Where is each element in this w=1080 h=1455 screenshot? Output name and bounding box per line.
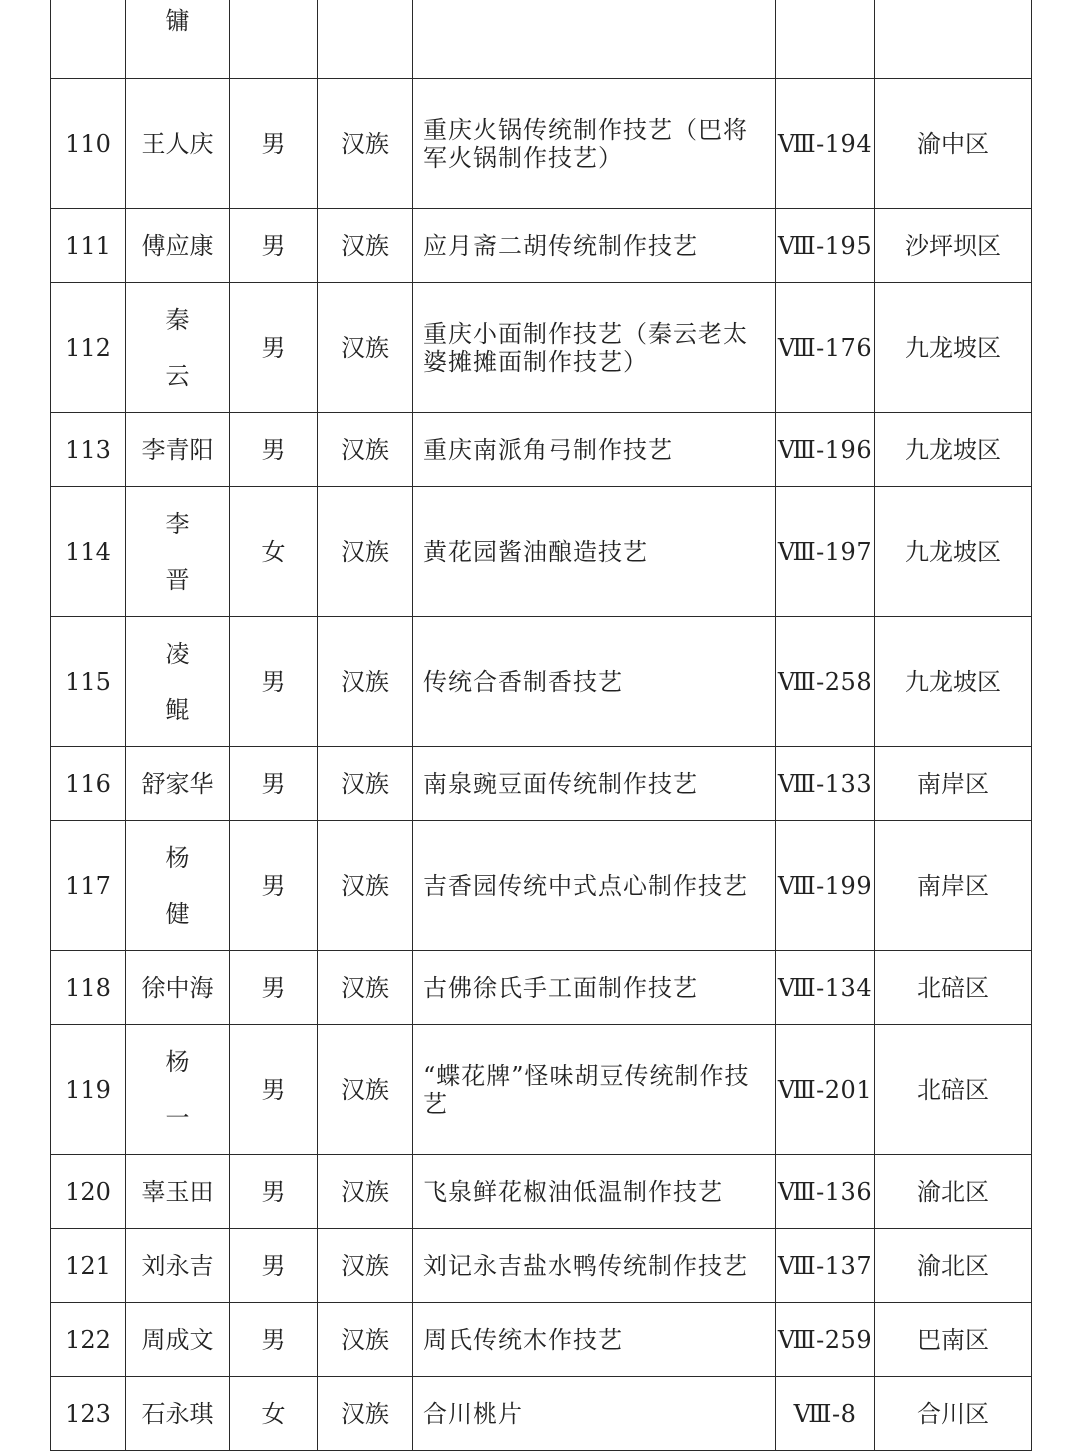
cell-ethnicity: 汉族 xyxy=(318,617,413,747)
cell-gender: 男 xyxy=(230,747,318,821)
cell-gender: 女 xyxy=(230,487,318,617)
cell-code: Ⅷ-197 xyxy=(776,487,875,617)
cell-number: 121 xyxy=(51,1229,126,1303)
cell-project: 飞泉鲜花椒油低温制作技艺 xyxy=(413,1155,776,1229)
cell-code: Ⅷ-194 xyxy=(776,79,875,209)
cell-district: 九龙坡区 xyxy=(875,283,1032,413)
cell-number: 117 xyxy=(51,821,126,951)
table-row xyxy=(51,1155,1032,1229)
cell-name: 周成文 xyxy=(126,1303,230,1377)
cell-district: 合川区 xyxy=(875,1377,1032,1451)
table-row xyxy=(51,1377,1032,1451)
cell-number: 114 xyxy=(51,487,126,617)
cell-district: 南岸区 xyxy=(875,821,1032,951)
cell-project: 吉香园传统中式点心制作技艺 xyxy=(413,821,776,951)
cell-code: Ⅷ-201 xyxy=(776,1025,875,1155)
cell-gender xyxy=(230,0,318,79)
cell-project: 重庆火锅传统制作技艺（巴将军火锅制作技艺） xyxy=(413,79,776,209)
cell-gender: 男 xyxy=(230,413,318,487)
cell-ethnicity: 汉族 xyxy=(318,747,413,821)
inheritor-table xyxy=(50,0,1032,1451)
cell-project: 周氏传统木作技艺 xyxy=(413,1303,776,1377)
cell-district: 渝北区 xyxy=(875,1229,1032,1303)
table-row xyxy=(51,1025,1032,1155)
cell-name: 辜玉田 xyxy=(126,1155,230,1229)
cell-gender: 男 xyxy=(230,209,318,283)
cell-ethnicity: 汉族 xyxy=(318,1377,413,1451)
cell-project: 合川桃片 xyxy=(413,1377,776,1451)
cell-district: 北碚区 xyxy=(875,951,1032,1025)
cell-number xyxy=(51,0,126,79)
cell-gender: 男 xyxy=(230,1229,318,1303)
cell-number: 113 xyxy=(51,413,126,487)
table-body xyxy=(51,0,1032,1451)
cell-code: Ⅷ-176 xyxy=(776,283,875,413)
cell-gender: 男 xyxy=(230,821,318,951)
cell-code: Ⅷ-133 xyxy=(776,747,875,821)
cell-name: 石永琪 xyxy=(126,1377,230,1451)
cell-gender: 男 xyxy=(230,1155,318,1229)
table-row xyxy=(51,951,1032,1025)
cell-project: 黄花园酱油酿造技艺 xyxy=(413,487,776,617)
cell-ethnicity: 汉族 xyxy=(318,79,413,209)
cell-code: Ⅷ-8 xyxy=(776,1377,875,1451)
table-row xyxy=(51,821,1032,951)
cell-district: 巴南区 xyxy=(875,1303,1032,1377)
cell-name: 凌 鲲 xyxy=(126,617,230,747)
cell-code: Ⅷ-199 xyxy=(776,821,875,951)
cell-name: 王人庆 xyxy=(126,79,230,209)
cell-number: 115 xyxy=(51,617,126,747)
cell-project: 传统合香制香技艺 xyxy=(413,617,776,747)
table-row xyxy=(51,79,1032,209)
cell-name: 李青阳 xyxy=(126,413,230,487)
cell-name: 舒家华 xyxy=(126,747,230,821)
cell-number: 120 xyxy=(51,1155,126,1229)
cell-ethnicity: 汉族 xyxy=(318,487,413,617)
cell-name: 镛 xyxy=(126,0,230,79)
cell-district: 渝中区 xyxy=(875,79,1032,209)
cell-ethnicity: 汉族 xyxy=(318,951,413,1025)
cell-code: Ⅷ-137 xyxy=(776,1229,875,1303)
table-row xyxy=(51,617,1032,747)
cell-code xyxy=(776,0,875,79)
cell-name: 杨 健 xyxy=(126,821,230,951)
cell-project: 刘记永吉盐水鸭传统制作技艺 xyxy=(413,1229,776,1303)
cell-ethnicity xyxy=(318,0,413,79)
cell-number: 122 xyxy=(51,1303,126,1377)
cell-code: Ⅷ-195 xyxy=(776,209,875,283)
cell-gender: 男 xyxy=(230,951,318,1025)
cell-number: 118 xyxy=(51,951,126,1025)
cell-code: Ⅷ-134 xyxy=(776,951,875,1025)
cell-project: 重庆小面制作技艺（秦云老太婆摊摊面制作技艺） xyxy=(413,283,776,413)
cell-ethnicity: 汉族 xyxy=(318,1025,413,1155)
table-row xyxy=(51,747,1032,821)
cell-gender: 女 xyxy=(230,1377,318,1451)
cell-gender: 男 xyxy=(230,617,318,747)
cell-ethnicity: 汉族 xyxy=(318,283,413,413)
cell-ethnicity: 汉族 xyxy=(318,413,413,487)
cell-district: 北碚区 xyxy=(875,1025,1032,1155)
table-row xyxy=(51,487,1032,617)
cell-number: 110 xyxy=(51,79,126,209)
cell-name: 杨 一 xyxy=(126,1025,230,1155)
cell-ethnicity: 汉族 xyxy=(318,821,413,951)
cell-number: 116 xyxy=(51,747,126,821)
cell-gender: 男 xyxy=(230,79,318,209)
table-row xyxy=(51,0,1032,79)
cell-number: 123 xyxy=(51,1377,126,1451)
cell-name: 刘永吉 xyxy=(126,1229,230,1303)
cell-name: 李 晋 xyxy=(126,487,230,617)
cell-project: 应月斋二胡传统制作技艺 xyxy=(413,209,776,283)
cell-district: 南岸区 xyxy=(875,747,1032,821)
cell-project: 南泉豌豆面传统制作技艺 xyxy=(413,747,776,821)
cell-district: 渝北区 xyxy=(875,1155,1032,1229)
cell-code: Ⅷ-136 xyxy=(776,1155,875,1229)
cell-district: 九龙坡区 xyxy=(875,413,1032,487)
cell-district: 沙坪坝区 xyxy=(875,209,1032,283)
cell-ethnicity: 汉族 xyxy=(318,1303,413,1377)
cell-ethnicity: 汉族 xyxy=(318,1155,413,1229)
cell-number: 111 xyxy=(51,209,126,283)
cell-code: Ⅷ-196 xyxy=(776,413,875,487)
cell-gender: 男 xyxy=(230,1303,318,1377)
table-row xyxy=(51,209,1032,283)
cell-name: 徐中海 xyxy=(126,951,230,1025)
cell-project: 重庆南派角弓制作技艺 xyxy=(413,413,776,487)
cell-project: 古佛徐氏手工面制作技艺 xyxy=(413,951,776,1025)
cell-project xyxy=(413,0,776,79)
cell-ethnicity: 汉族 xyxy=(318,1229,413,1303)
cell-district: 九龙坡区 xyxy=(875,617,1032,747)
cell-code: Ⅷ-259 xyxy=(776,1303,875,1377)
cell-number: 112 xyxy=(51,283,126,413)
cell-name: 秦 云 xyxy=(126,283,230,413)
table-row xyxy=(51,283,1032,413)
table-row xyxy=(51,1303,1032,1377)
cell-gender: 男 xyxy=(230,1025,318,1155)
cell-code: Ⅷ-258 xyxy=(776,617,875,747)
cell-ethnicity: 汉族 xyxy=(318,209,413,283)
cell-district xyxy=(875,0,1032,79)
cell-project: “蝶花牌”怪味胡豆传统制作技艺 xyxy=(413,1025,776,1155)
cell-district: 九龙坡区 xyxy=(875,487,1032,617)
cell-number: 119 xyxy=(51,1025,126,1155)
table-row xyxy=(51,413,1032,487)
cell-gender: 男 xyxy=(230,283,318,413)
cell-name: 傅应康 xyxy=(126,209,230,283)
table-row xyxy=(51,1229,1032,1303)
